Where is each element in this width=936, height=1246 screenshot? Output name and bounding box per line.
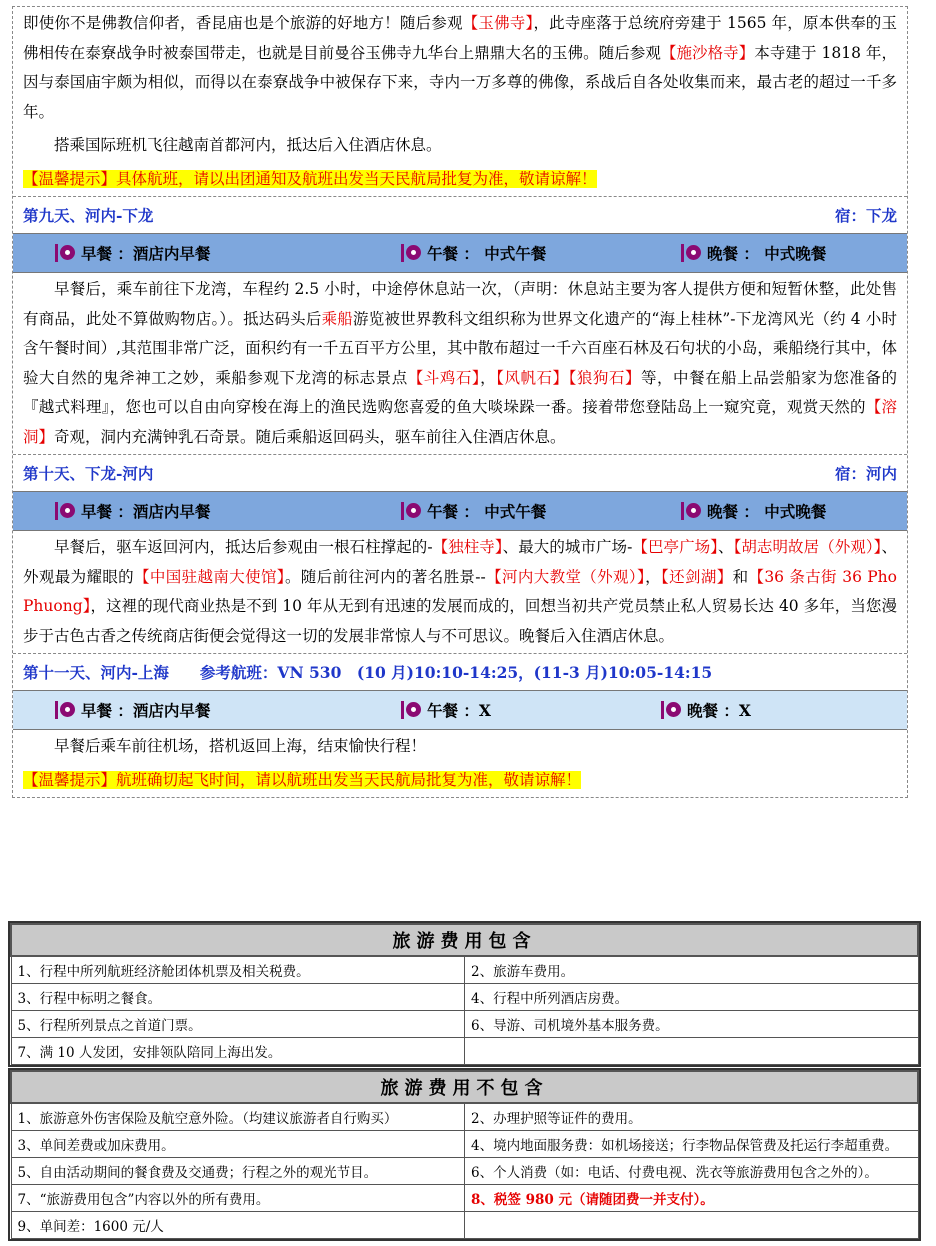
sight-name: 【中国驻越南大使馆】: [134, 567, 285, 586]
warning-note: [13, 163, 907, 197]
fee-item: 4、境内地面服务费：如机场接送；行李物品保管费及托运行李超重费。: [465, 1131, 919, 1158]
intro-text: [13, 7, 907, 129]
fee-item: 4、行程中所列酒店房费。: [465, 984, 919, 1011]
meal-breakfast: [55, 500, 401, 522]
sight-name: 【玉佛寺】: [462, 14, 534, 32]
intro-flight-text: 搭乘国际班机飞往越南首都河内，抵达后入住酒店休息。: [54, 136, 442, 154]
meal-breakfast: [55, 699, 401, 721]
text: 、最大的城市广场-: [502, 538, 633, 556]
meal-dinner: [661, 699, 751, 721]
fee-item: 6、导游、司机境外基本服务费。: [465, 1011, 919, 1038]
text: 奇观，洞内充满钟乳石奇景。随后乘船返回码头，驱车前往入住酒店休息。: [54, 427, 566, 446]
day10-header: [13, 454, 907, 491]
dining-icon: [55, 242, 77, 264]
day11-header: [13, 653, 907, 690]
text: 游览被世界教科文组织称为世界文化遗产的“海上桂林”-下龙湾风光（约 4 小时含午餐时间）,其范围非常广泛，面积约有一千五百平方公里，其中散布超过一千六百座石林及石句状的小岛，乘船绕行其中，体验大自然的鬼斧神工之妙，乘船参观下龙湾的标志景点: [23, 309, 897, 387]
meal-lunch: [401, 699, 661, 721]
text: ，这裡的现代商业热是不到 10 年从无到有迅速的发展而成的，回想当初共产党员禁止私人贸易长达 40 多年，当您漫步于古色古香之传统商店街便会觉得这一切的发展非常惊人与不可思议。晚餐后入住酒店休息。: [23, 597, 897, 645]
warning-body: 航班确切起飞时间，请以航班出发当天民航局批复为准，敬请谅解！: [116, 770, 582, 789]
dining-icon: [681, 242, 703, 264]
fee-item: 1、旅游意外伤害保险及航空意外险。（均建议旅游者自行购买）: [11, 1103, 465, 1131]
meal-lunch: [401, 500, 681, 522]
warning-text: [23, 771, 581, 789]
dining-icon: [55, 500, 77, 522]
text: 、外观最为耀眼的: [23, 538, 897, 586]
day11-text: 早餐后乘车前往机场，搭机返回上海，结束愉快行程！: [54, 737, 427, 755]
meal-label: 午餐 ： 中式午餐: [427, 244, 547, 263]
day9-text: [13, 273, 907, 454]
fee-item: 2、旅游车费用。: [465, 956, 919, 984]
sight-name: 乘船: [321, 309, 354, 328]
text: ，: [480, 368, 497, 387]
table-header: 旅游费用包含: [11, 924, 918, 956]
sight-name: 【胡志明故居（外观）】: [733, 538, 882, 556]
dining-icon: [401, 699, 423, 721]
meal-dinner: [681, 500, 826, 522]
meal-lunch: [401, 242, 681, 264]
fee-item: 7、“旅游费用包含”内容以外的所有费用。: [11, 1185, 465, 1212]
sight-name: 【斗鸡石】: [407, 368, 481, 387]
fee-item: 6、个人消费（如：电话、付费电视、洗衣等旅游费用包含之外的）。: [465, 1158, 919, 1185]
fee-item-visa: 8、税签 980 元（请随团费一并支付）。: [465, 1185, 919, 1212]
meal-breakfast: [55, 242, 401, 264]
warning-text: 【温馨提示】具体航班，请以出团通知及航班出发当天民航局批复为准，敬请谅解！: [23, 169, 597, 188]
fee-item: 9、单间差：1600 元/人: [11, 1212, 465, 1239]
fee-item: 1、行程中所列航班经济舱团体机票及相关税费。: [11, 956, 465, 984]
sight-name: 【独柱寺】: [432, 538, 503, 556]
meal-label: 晚餐 ：X: [687, 701, 751, 720]
day-title: 第九天、河内-下龙: [23, 206, 154, 225]
fee-item: [465, 1212, 919, 1239]
dining-icon: [661, 699, 683, 721]
dining-icon: [681, 500, 703, 522]
day9-meals: [13, 233, 907, 273]
fee-item: 3、行程中标明之餐食。: [11, 984, 465, 1011]
day11-meals: [13, 690, 907, 730]
meal-label: 晚餐 ： 中式晚餐: [707, 244, 827, 263]
itinerary-panel: [12, 6, 908, 798]
fee-item: 7、满 10 人发团，安排领队陪同上海出发。: [11, 1038, 465, 1065]
day-stay: 宿：河内: [834, 464, 897, 483]
fee-excluded-table: [8, 1068, 921, 1241]
text: 早餐后，乘车前往下龙湾，车程约 2.5 小时，中途停休息站一次，（声明：休息站主要为客人提供方便和短暂休整，此处售有商品，此处不算做购物店。）。抵达码头后: [23, 280, 897, 328]
fee-item: 2、办理护照等证件的费用。: [465, 1103, 919, 1131]
sight-name: 【溶洞】: [23, 398, 897, 446]
meal-label: 午餐 ：X: [427, 701, 491, 720]
day10-text: [13, 531, 907, 653]
warning-label: 【温馨提示】: [23, 770, 117, 789]
text: ，此寺座落于总统府旁建于 1565 年，原本供奉的玉佛相传在泰寮战争时被泰国带走，也就是目前曼谷玉佛寺九华台上鼎鼎大名的玉佛。随后参观: [23, 14, 897, 62]
meal-label: 晚餐 ： 中式晚餐: [707, 502, 827, 521]
dining-icon: [55, 699, 77, 721]
sight-name: 【狼狗石】: [568, 368, 641, 387]
sight-name: 【风帆石】: [496, 368, 569, 387]
sight-name: 【河内大教堂（外观）】: [485, 567, 646, 586]
text: 和: [732, 567, 749, 586]
day-title: 第十一天、河内-上海 参考航班：VN 530 (10 月)10:10-14:25，(11-3 月)10:05-14:15: [23, 663, 713, 682]
meal-label: 午餐 ： 中式午餐: [427, 502, 547, 521]
meal-label: 早餐 ：酒店内早餐: [81, 701, 211, 720]
fee-item: 3、单间差费或加床费用。: [11, 1131, 465, 1158]
text: 即使你不是佛教信仰者，香昆庙也是个旅游的好地方！随后参观: [23, 14, 463, 32]
meal-label: 早餐 ：酒店内早餐: [81, 244, 211, 263]
text: 。随后前往河内的著名胜景--: [284, 567, 486, 586]
sight-name: 【36 条古街 36 Pho Phuong】: [23, 567, 897, 615]
text: 早餐后，驱车返回河内，抵达后参观由一根石柱撑起的-: [54, 538, 433, 556]
day-stay: 宿：下龙: [834, 206, 897, 225]
sight-name: 【还剑湖】: [661, 567, 733, 586]
fee-item: 5、行程所列景点之首道门票。: [11, 1011, 465, 1038]
text: 等，中餐在船上品尝船家为您准备的『越式料理』，您也可以自由向穿梭在海上的渔民选购您喜爱的鱼大啖垛跺一番。接着带您登陆岛上一窥究竟，观赏天然的: [23, 368, 897, 416]
text: 、: [718, 538, 734, 556]
text: 本寺建于 1818 年，因与泰国庙宇颇为相似，而得以在泰寮战争中被保存下来，寺内一万多尊的佛像，系战后自各处收集而来，最古老的超过一千多年。: [23, 43, 897, 121]
day9-header: [13, 196, 907, 233]
day10-meals: [13, 491, 907, 531]
warning-note: [13, 764, 907, 798]
fee-item: 5、自由活动期间的餐食费及交通费；行程之外的观光节目。: [11, 1158, 465, 1185]
text: ，: [645, 567, 661, 586]
sight-name: 【巴亭广场】: [632, 538, 718, 556]
table-header: 旅游费用不包含: [11, 1071, 918, 1103]
sight-name: 【施沙格寺】: [660, 43, 755, 62]
meal-dinner: [681, 242, 826, 264]
dining-icon: [401, 500, 423, 522]
fee-included-table: [8, 921, 921, 1067]
meal-label: 早餐 ：酒店内早餐: [81, 502, 211, 521]
day-title: 第十天、下龙-河内: [23, 464, 154, 483]
dining-icon: [401, 242, 423, 264]
fee-item: [465, 1038, 919, 1065]
